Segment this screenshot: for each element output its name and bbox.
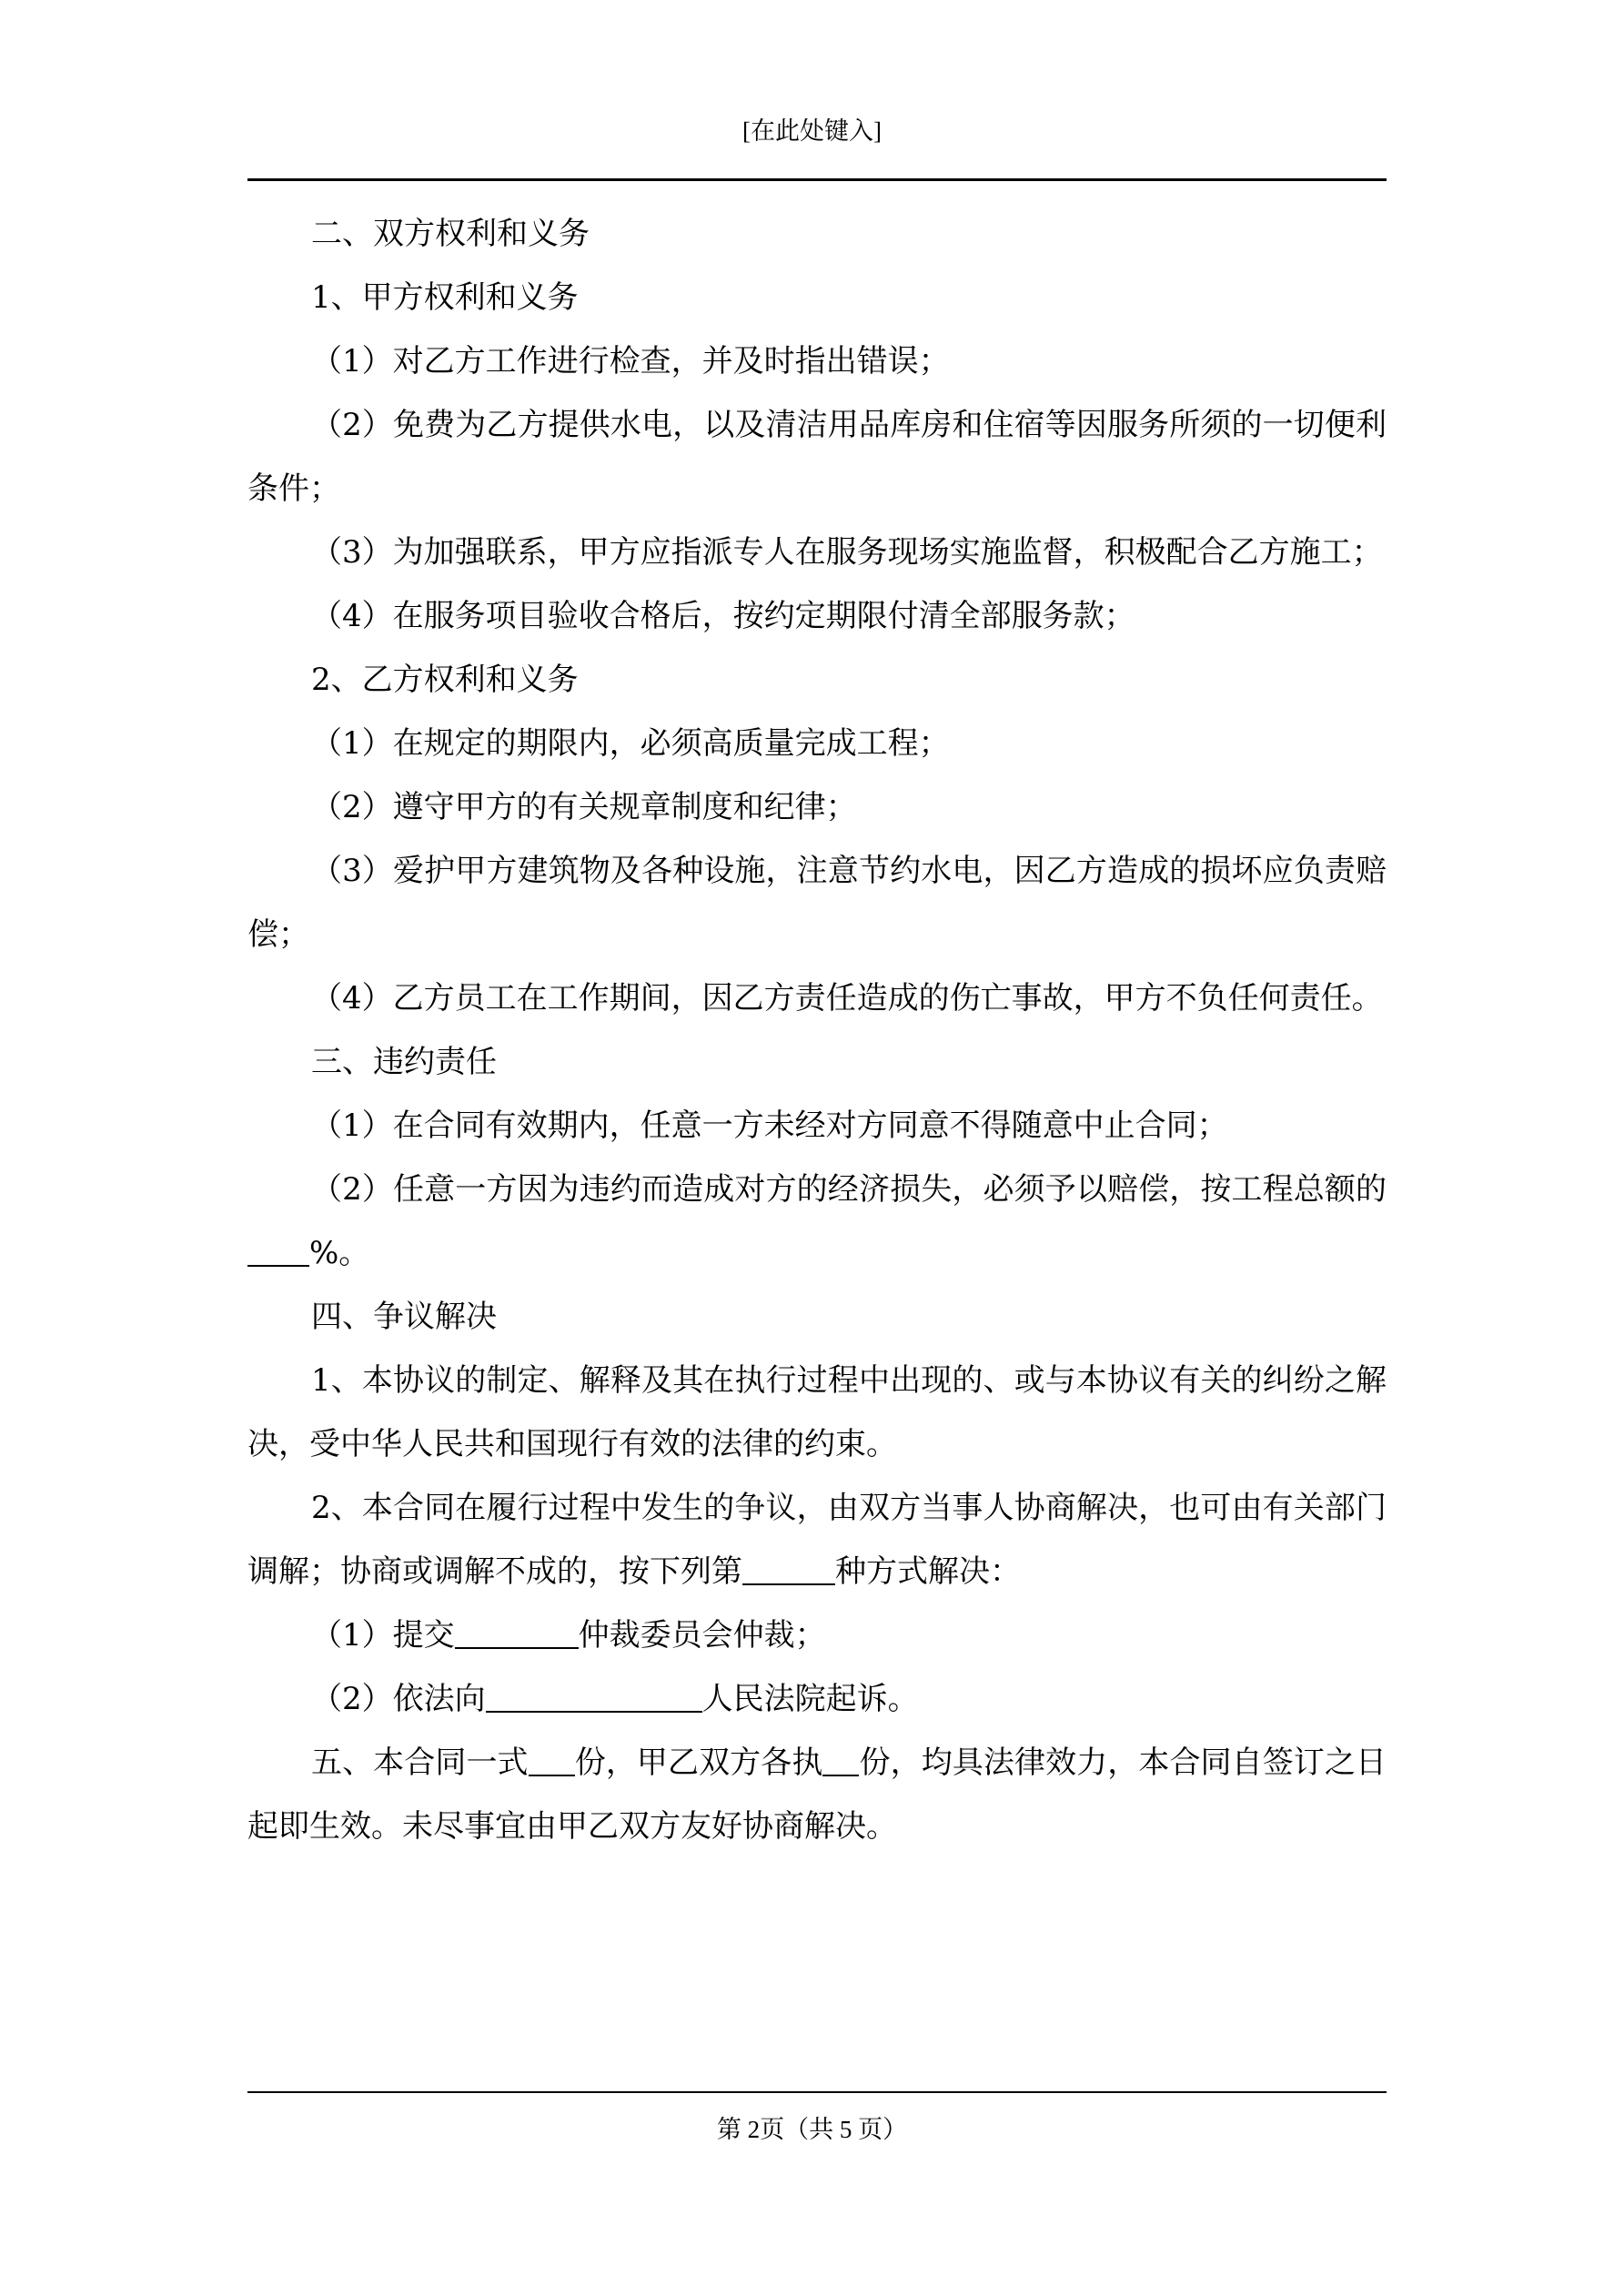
arbitration-suffix: 仲裁委员会仲裁； (578, 1617, 826, 1654)
court-option (247, 1667, 1387, 1731)
breach-item-2-suffix: %。 (309, 1235, 370, 1271)
dispute-item-1: 1、本协议的制定、解释及其在执行过程中出现的、或与本协议有关的纠纷之解决，受中华人民共和国现行有效的法律的约束。 (247, 1362, 1387, 1462)
party-b-item-3: （3）爱护甲方建筑物及各种设施，注意节约水电，因乙方造成的损坏应负责赔偿； (247, 853, 1387, 953)
copies-total-blank[interactable] (529, 1744, 575, 1776)
dispute-item-2 (247, 1476, 1387, 1603)
arbitration-prefix: （1）提交 (311, 1617, 455, 1654)
party-b-item-1: （1）在规定的期限内，必须高质量完成工程； (311, 725, 950, 762)
section-4-title: 四、争议解决 (311, 1299, 497, 1335)
breach-item-2-text: （2）任意一方因为违约而造成对方的经济损失，必须予以赔偿，按工程总额的 (311, 1171, 1387, 1208)
dispute-item-2-text: 2、本合同在履行过程中发生的争议，由双方当事人协商解决，也可由有关部门调解；协商或调解不成的，按下列第 (247, 1490, 1387, 1590)
page-header: [在此处键入] (742, 117, 882, 145)
footer-rule (247, 2091, 1387, 2093)
party-a-title: 1、甲方权利和义务 (311, 279, 579, 316)
court-prefix: （2）依法向 (311, 1681, 486, 1717)
dispute-item-2-suffix: 种方式解决： (835, 1553, 1021, 1590)
arbitration-committee-blank[interactable] (455, 1616, 579, 1649)
page-footer: 第 2页（共 5 页） (716, 2116, 908, 2143)
percent-blank[interactable] (247, 1234, 309, 1267)
section-5-part-1: 五、本合同一式 (311, 1745, 529, 1781)
party-a-item-4: （4）在服务项目验收合格后，按约定期限付清全部服务款； (311, 598, 1135, 634)
party-a-item-2: （2）免费为乙方提供水电，以及清洁用品库房和住宿等因服务所须的一切便利条件； (247, 407, 1387, 507)
party-a-item-1: （1）对乙方工作进行检查，并及时指出错误； (311, 343, 950, 379)
method-number-blank[interactable] (742, 1553, 835, 1585)
header-rule (247, 178, 1387, 181)
section-3-title: 三、违约责任 (311, 1044, 497, 1080)
court-name-blank[interactable] (486, 1680, 702, 1713)
section-5 (247, 1731, 1387, 1858)
breach-item-2 (247, 1158, 1387, 1285)
section-2-title: 二、双方权利和义务 (311, 216, 590, 252)
arbitration-option (247, 1603, 1387, 1667)
document-body (247, 202, 1387, 1858)
party-a-item-3: （3）为加强联系，甲方应指派专人在服务现场实施监督，积极配合乙方施工； (311, 534, 1383, 571)
court-suffix: 人民法院起诉。 (701, 1681, 919, 1717)
section-5-part-2: 份，甲乙双方各执 (574, 1745, 823, 1781)
copies-each-blank[interactable] (822, 1744, 859, 1776)
party-b-title: 2、乙方权利和义务 (311, 662, 579, 698)
party-b-item-4: （4）乙方员工在工作期间，因乙方责任造成的伤亡事故，甲方不负任何责任。 (311, 980, 1383, 1017)
breach-item-1: （1）在合同有效期内，任意一方未经对方同意不得随意中止合同； (311, 1108, 1228, 1144)
party-b-item-2: （2）遵守甲方的有关规章制度和纪律； (311, 789, 857, 825)
section-5-part-3: 份，均具法律效力，本合同自签订之日起即生效。未尽事宜由甲乙双方友好协商解决。 (247, 1745, 1387, 1845)
